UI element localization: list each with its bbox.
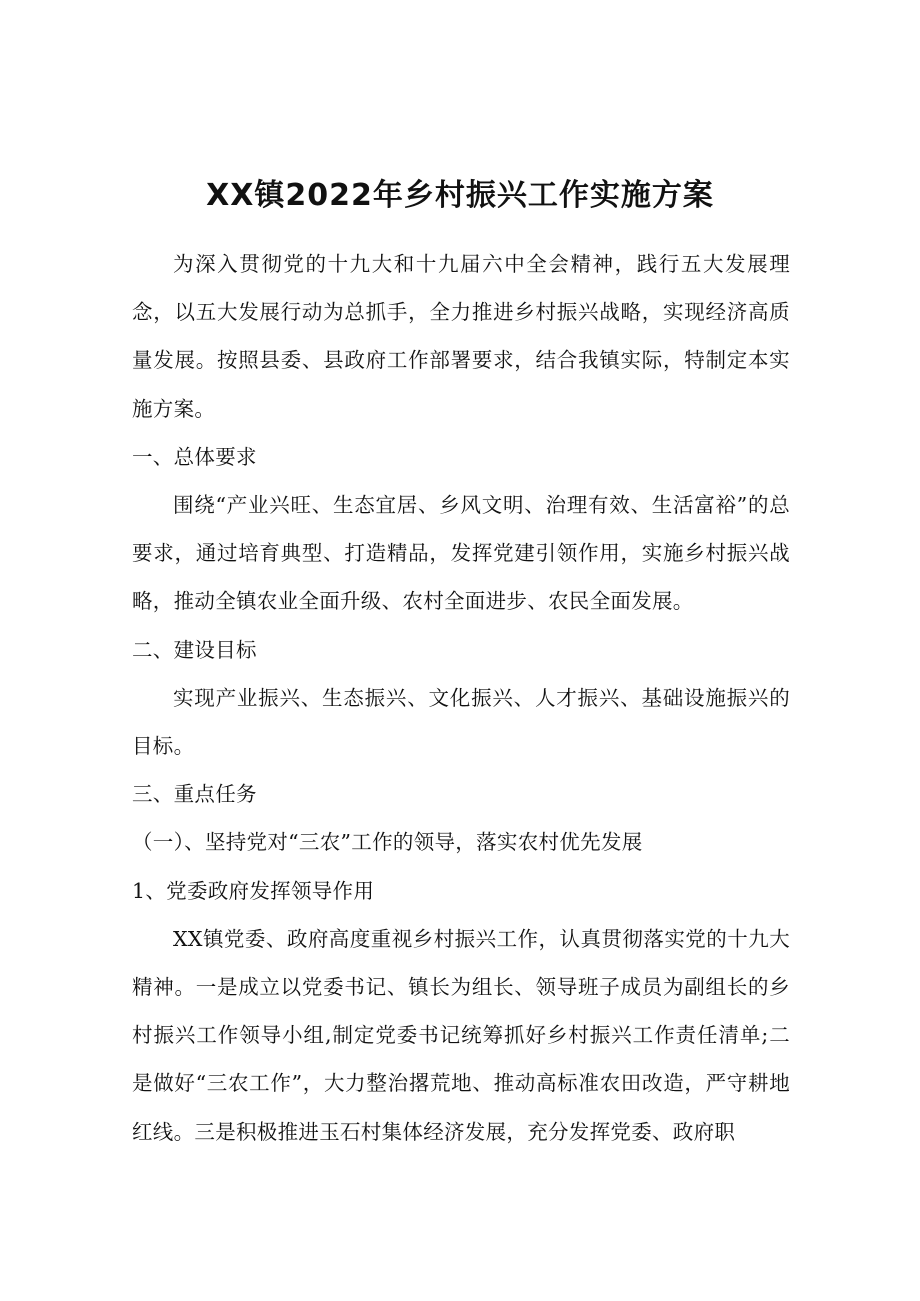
intro-paragraph: 为深入贯彻党的十九大和十九届六中全会精神，践行五大发展理念，以五大发展行动为总抓手，全力推进乡村振兴战略，实现经济高质量发展。按照县委、县政府工作部署要求，结合我镇实际，特制定本实施方案。: [132, 252, 790, 421]
overall-requirements-paragraph: 围绕“产业兴旺、生态宜居、乡风文明、治理有效、生活富裕”的总要求，通过培育典型、打造精品，发挥党建引领作用，实施乡村振兴战略，推动全镇农业全面升级、农村全面进步、农民全面发展。: [132, 493, 790, 614]
section-heading-construction-goals: 二、建设目标: [132, 637, 257, 662]
subsection-heading-party-leadership: （一）、坚持党对“三农”工作的领导，落实农村优先发展: [132, 830, 643, 855]
section-heading-key-tasks: 三、重点任务: [132, 782, 257, 807]
item-heading-leadership-role: 1、党委政府发挥领导作用: [132, 878, 375, 903]
document-body: [132, 240, 790, 1156]
document-title: XX镇2022年乡村振兴工作实施方案: [206, 178, 714, 213]
section-heading-overall-requirements: 一、总体要求: [132, 444, 257, 469]
leadership-role-paragraph: XX镇党委、政府高度重视乡村振兴工作，认真贯彻落实党的十九大精神。一是成立以党委书记、镇长为组长、领导班子成员为副组长的乡村振兴工作领导小组,制定党委书记统筹抓好乡村振兴工作责任清单;二是做好“三农工作”，大力整治撂荒地、推动高标准农田改造，严守耕地红线。三是积极推进玉石村集体经济发展，充分发挥党委、政府职: [132, 926, 790, 1144]
construction-goals-paragraph: 实现产业振兴、生态振兴、文化振兴、人才振兴、基础设施振兴的目标。: [132, 685, 790, 759]
